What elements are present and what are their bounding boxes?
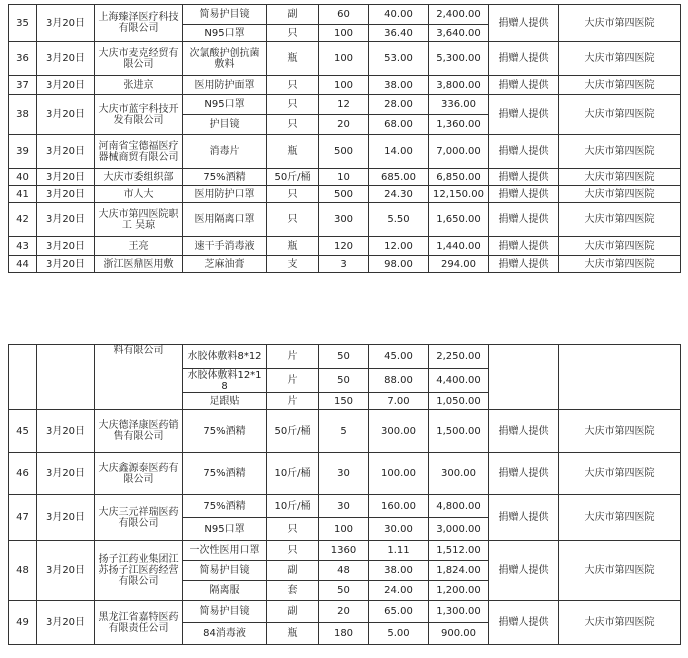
delivery-method: 捐赠人提供 bbox=[489, 76, 559, 95]
record-number: 37 bbox=[9, 76, 37, 95]
item-amount: 3,800.00 bbox=[429, 76, 489, 95]
item-unit: 只 bbox=[267, 186, 319, 203]
item-quantity: 12 bbox=[319, 95, 369, 115]
item-unit-price: 53.00 bbox=[369, 42, 429, 76]
item-name: 一次性医用口罩 bbox=[183, 541, 267, 561]
item-name: 75%酒精 bbox=[183, 495, 267, 518]
donor-name: 大庆市第四医院职工 吴琼 bbox=[95, 203, 183, 237]
item-unit: 副 bbox=[267, 561, 319, 581]
item-amount: 294.00 bbox=[429, 256, 489, 273]
delivery-method: 捐赠人提供 bbox=[489, 169, 559, 186]
recipient: 大庆市第四医院 bbox=[559, 541, 681, 601]
table-row bbox=[9, 203, 681, 237]
record-number: 49 bbox=[9, 601, 37, 645]
item-unit-price: 1.11 bbox=[369, 541, 429, 561]
record-number bbox=[9, 345, 37, 410]
donation-date: 3月20日 bbox=[37, 256, 95, 273]
item-amount: 4,400.00 bbox=[429, 369, 489, 393]
donation-date: 3月20日 bbox=[37, 169, 95, 186]
record-number: 48 bbox=[9, 541, 37, 601]
item-quantity: 500 bbox=[319, 186, 369, 203]
item-unit-price: 40.00 bbox=[369, 5, 429, 25]
item-unit: 50斤/桶 bbox=[267, 410, 319, 453]
delivery-method: 捐赠人提供 bbox=[489, 203, 559, 237]
item-quantity: 30 bbox=[319, 495, 369, 518]
item-unit: 只 bbox=[267, 541, 319, 561]
item-quantity: 300 bbox=[319, 203, 369, 237]
table-row bbox=[9, 601, 681, 623]
item-unit: 支 bbox=[267, 256, 319, 273]
donor-name: 大庆德泽康医药销售有限公司 bbox=[95, 410, 183, 453]
record-number: 36 bbox=[9, 42, 37, 76]
item-name: 护目镜 bbox=[183, 115, 267, 135]
item-quantity: 100 bbox=[319, 25, 369, 42]
item-unit-price: 65.00 bbox=[369, 601, 429, 623]
item-unit: 瓶 bbox=[267, 237, 319, 256]
item-unit-price: 5.50 bbox=[369, 203, 429, 237]
item-unit-price: 160.00 bbox=[369, 495, 429, 518]
item-amount: 1,824.00 bbox=[429, 561, 489, 581]
item-quantity: 20 bbox=[319, 601, 369, 623]
item-quantity: 48 bbox=[319, 561, 369, 581]
item-name: 简易护目镜 bbox=[183, 601, 267, 623]
item-quantity: 100 bbox=[319, 76, 369, 95]
donation-date: 3月20日 bbox=[37, 42, 95, 76]
item-quantity: 50 bbox=[319, 581, 369, 601]
item-unit: 只 bbox=[267, 115, 319, 135]
donation-table bbox=[8, 4, 681, 273]
table-row bbox=[9, 169, 681, 186]
item-unit-price: 24.00 bbox=[369, 581, 429, 601]
item-amount: 1,500.00 bbox=[429, 410, 489, 453]
item-unit-price: 300.00 bbox=[369, 410, 429, 453]
item-name: 简易护目镜 bbox=[183, 561, 267, 581]
donation-date: 3月20日 bbox=[37, 95, 95, 135]
item-amount: 1,440.00 bbox=[429, 237, 489, 256]
item-unit-price: 28.00 bbox=[369, 95, 429, 115]
item-unit: 片 bbox=[267, 393, 319, 410]
item-unit: 50斤/桶 bbox=[267, 169, 319, 186]
item-unit-price: 68.00 bbox=[369, 115, 429, 135]
item-unit-price: 88.00 bbox=[369, 369, 429, 393]
donation-date: 3月20日 bbox=[37, 601, 95, 645]
record-number: 41 bbox=[9, 186, 37, 203]
item-quantity: 150 bbox=[319, 393, 369, 410]
donor-name: 大庆三元祥瑞医药有限公司 bbox=[95, 495, 183, 541]
delivery-method: 捐赠人提供 bbox=[489, 453, 559, 495]
table-row bbox=[9, 42, 681, 76]
delivery-method: 捐赠人提供 bbox=[489, 135, 559, 169]
item-quantity: 10 bbox=[319, 169, 369, 186]
donation-date bbox=[37, 345, 95, 410]
item-unit-price: 100.00 bbox=[369, 453, 429, 495]
recipient: 大庆市第四医院 bbox=[559, 42, 681, 76]
item-unit: 片 bbox=[267, 345, 319, 369]
item-unit: 副 bbox=[267, 5, 319, 25]
item-quantity: 60 bbox=[319, 5, 369, 25]
item-amount: 300.00 bbox=[429, 453, 489, 495]
recipient bbox=[559, 345, 681, 410]
item-unit: 只 bbox=[267, 203, 319, 237]
item-unit: 只 bbox=[267, 25, 319, 42]
item-name: 芝麻油膏 bbox=[183, 256, 267, 273]
delivery-method: 捐赠人提供 bbox=[489, 541, 559, 601]
table-row bbox=[9, 256, 681, 273]
item-name: 75%酒精 bbox=[183, 169, 267, 186]
recipient: 大庆市第四医院 bbox=[559, 601, 681, 645]
item-unit-price: 7.00 bbox=[369, 393, 429, 410]
donation-table-page-2 bbox=[8, 344, 680, 645]
donor-name: 黑龙江省嘉特医药有限责任公司 bbox=[95, 601, 183, 645]
donor-name: 大庆市委组织部 bbox=[95, 169, 183, 186]
item-unit: 10斤/桶 bbox=[267, 453, 319, 495]
record-number: 38 bbox=[9, 95, 37, 135]
donor-name: 大庆市蓝宇科技开发有限公司 bbox=[95, 95, 183, 135]
item-unit-price: 36.40 bbox=[369, 25, 429, 42]
item-unit-price: 685.00 bbox=[369, 169, 429, 186]
item-unit: 瓶 bbox=[267, 135, 319, 169]
item-quantity: 50 bbox=[319, 345, 369, 369]
record-number: 45 bbox=[9, 410, 37, 453]
record-number: 47 bbox=[9, 495, 37, 541]
donation-date: 3月20日 bbox=[37, 5, 95, 42]
table-row bbox=[9, 135, 681, 169]
table-row bbox=[9, 345, 681, 369]
table-row bbox=[9, 186, 681, 203]
donor-name: 大庆市麦克经贸有限公司 bbox=[95, 42, 183, 76]
item-quantity: 3 bbox=[319, 256, 369, 273]
delivery-method: 捐赠人提供 bbox=[489, 256, 559, 273]
delivery-method bbox=[489, 345, 559, 410]
record-number: 44 bbox=[9, 256, 37, 273]
item-name: 次氯酸护创抗菌敷料 bbox=[183, 42, 267, 76]
item-unit: 瓶 bbox=[267, 42, 319, 76]
donation-date: 3月20日 bbox=[37, 135, 95, 169]
item-unit: 套 bbox=[267, 581, 319, 601]
item-unit: 片 bbox=[267, 369, 319, 393]
recipient: 大庆市第四医院 bbox=[559, 95, 681, 135]
item-unit: 只 bbox=[267, 95, 319, 115]
donation-date: 3月20日 bbox=[37, 453, 95, 495]
item-amount: 2,250.00 bbox=[429, 345, 489, 369]
recipient: 大庆市第四医院 bbox=[559, 256, 681, 273]
item-amount: 3,000.00 bbox=[429, 518, 489, 541]
recipient: 大庆市第四医院 bbox=[559, 453, 681, 495]
item-unit-price: 5.00 bbox=[369, 623, 429, 645]
record-number: 42 bbox=[9, 203, 37, 237]
item-name: N95口罩 bbox=[183, 95, 267, 115]
table-row bbox=[9, 410, 681, 453]
item-name: 隔离服 bbox=[183, 581, 267, 601]
record-number: 35 bbox=[9, 5, 37, 42]
item-unit-price: 98.00 bbox=[369, 256, 429, 273]
item-quantity: 120 bbox=[319, 237, 369, 256]
table-row bbox=[9, 76, 681, 95]
donation-date: 3月20日 bbox=[37, 237, 95, 256]
item-name: 消毒片 bbox=[183, 135, 267, 169]
donor-name: 张进京 bbox=[95, 76, 183, 95]
delivery-method: 捐赠人提供 bbox=[489, 186, 559, 203]
item-quantity: 30 bbox=[319, 453, 369, 495]
item-amount: 900.00 bbox=[429, 623, 489, 645]
table-row bbox=[9, 453, 681, 495]
donor-name: 市人大 bbox=[95, 186, 183, 203]
item-name: 水胶体敷料8*12 bbox=[183, 345, 267, 369]
item-unit-price: 12.00 bbox=[369, 237, 429, 256]
item-name: 医用隔离口罩 bbox=[183, 203, 267, 237]
item-unit: 只 bbox=[267, 518, 319, 541]
item-amount: 6,850.00 bbox=[429, 169, 489, 186]
item-amount: 5,300.00 bbox=[429, 42, 489, 76]
item-unit-price: 38.00 bbox=[369, 561, 429, 581]
item-amount: 1,200.00 bbox=[429, 581, 489, 601]
table-row bbox=[9, 5, 681, 25]
item-unit-price: 38.00 bbox=[369, 76, 429, 95]
donor-name: 上海臻泽医疗科技有限公司 bbox=[95, 5, 183, 42]
item-unit-price: 14.00 bbox=[369, 135, 429, 169]
item-quantity: 5 bbox=[319, 410, 369, 453]
donor-name: 扬子江药业集团江苏扬子江医药经营有限公司 bbox=[95, 541, 183, 601]
delivery-method: 捐赠人提供 bbox=[489, 410, 559, 453]
item-amount: 4,800.00 bbox=[429, 495, 489, 518]
delivery-method: 捐赠人提供 bbox=[489, 495, 559, 541]
donor-name: 大庆鑫源泰医药有限公司 bbox=[95, 453, 183, 495]
item-name: 水胶体敷料12*18 bbox=[183, 369, 267, 393]
recipient: 大庆市第四医院 bbox=[559, 410, 681, 453]
recipient: 大庆市第四医院 bbox=[559, 5, 681, 42]
item-name: 速干手消毒液 bbox=[183, 237, 267, 256]
item-amount: 336.00 bbox=[429, 95, 489, 115]
donor-name: 浙江医鼎医用敷 bbox=[95, 256, 183, 273]
item-unit-price: 30.00 bbox=[369, 518, 429, 541]
item-unit: 副 bbox=[267, 601, 319, 623]
item-amount: 1,300.00 bbox=[429, 601, 489, 623]
record-number: 43 bbox=[9, 237, 37, 256]
item-name: 医用防护口罩 bbox=[183, 186, 267, 203]
item-name: N95口罩 bbox=[183, 518, 267, 541]
delivery-method: 捐赠人提供 bbox=[489, 42, 559, 76]
delivery-method: 捐赠人提供 bbox=[489, 237, 559, 256]
recipient: 大庆市第四医院 bbox=[559, 237, 681, 256]
record-number: 39 bbox=[9, 135, 37, 169]
donation-date: 3月20日 bbox=[37, 541, 95, 601]
donation-date: 3月20日 bbox=[37, 186, 95, 203]
recipient: 大庆市第四医院 bbox=[559, 169, 681, 186]
item-quantity: 180 bbox=[319, 623, 369, 645]
table-row bbox=[9, 237, 681, 256]
item-name: 足跟贴 bbox=[183, 393, 267, 410]
item-amount: 7,000.00 bbox=[429, 135, 489, 169]
item-quantity: 1360 bbox=[319, 541, 369, 561]
donor-name: 河南省宝德福医疗器械商贸有限公司 bbox=[95, 135, 183, 169]
item-name: 简易护目镜 bbox=[183, 5, 267, 25]
item-unit-price: 24.30 bbox=[369, 186, 429, 203]
donation-date: 3月20日 bbox=[37, 76, 95, 95]
recipient: 大庆市第四医院 bbox=[559, 186, 681, 203]
item-name: N95口罩 bbox=[183, 25, 267, 42]
delivery-method: 捐赠人提供 bbox=[489, 95, 559, 135]
item-quantity: 100 bbox=[319, 518, 369, 541]
donor-name: 料有限公司 bbox=[95, 345, 183, 410]
item-amount: 12,150.00 bbox=[429, 186, 489, 203]
item-quantity: 100 bbox=[319, 42, 369, 76]
recipient: 大庆市第四医院 bbox=[559, 495, 681, 541]
item-quantity: 50 bbox=[319, 369, 369, 393]
donor-name: 王亮 bbox=[95, 237, 183, 256]
donation-date: 3月20日 bbox=[37, 410, 95, 453]
donation-date: 3月20日 bbox=[37, 495, 95, 541]
recipient: 大庆市第四医院 bbox=[559, 76, 681, 95]
item-amount: 1,512.00 bbox=[429, 541, 489, 561]
table-row bbox=[9, 495, 681, 518]
item-name: 75%酒精 bbox=[183, 453, 267, 495]
delivery-method: 捐赠人提供 bbox=[489, 5, 559, 42]
item-amount: 1,050.00 bbox=[429, 393, 489, 410]
item-unit: 只 bbox=[267, 76, 319, 95]
item-amount: 2,400.00 bbox=[429, 5, 489, 25]
record-number: 40 bbox=[9, 169, 37, 186]
recipient: 大庆市第四医院 bbox=[559, 135, 681, 169]
item-quantity: 500 bbox=[319, 135, 369, 169]
donation-table bbox=[8, 344, 681, 645]
record-number: 46 bbox=[9, 453, 37, 495]
item-name: 84消毒液 bbox=[183, 623, 267, 645]
recipient: 大庆市第四医院 bbox=[559, 203, 681, 237]
item-name: 75%酒精 bbox=[183, 410, 267, 453]
item-unit: 瓶 bbox=[267, 623, 319, 645]
table-row bbox=[9, 95, 681, 115]
item-unit-price: 45.00 bbox=[369, 345, 429, 369]
item-unit: 10斤/桶 bbox=[267, 495, 319, 518]
table-row bbox=[9, 541, 681, 561]
donation-table-page-1 bbox=[8, 4, 680, 273]
donation-date: 3月20日 bbox=[37, 203, 95, 237]
item-name: 医用防护面罩 bbox=[183, 76, 267, 95]
item-amount: 1,650.00 bbox=[429, 203, 489, 237]
item-amount: 3,640.00 bbox=[429, 25, 489, 42]
item-amount: 1,360.00 bbox=[429, 115, 489, 135]
item-quantity: 20 bbox=[319, 115, 369, 135]
delivery-method: 捐赠人提供 bbox=[489, 601, 559, 645]
